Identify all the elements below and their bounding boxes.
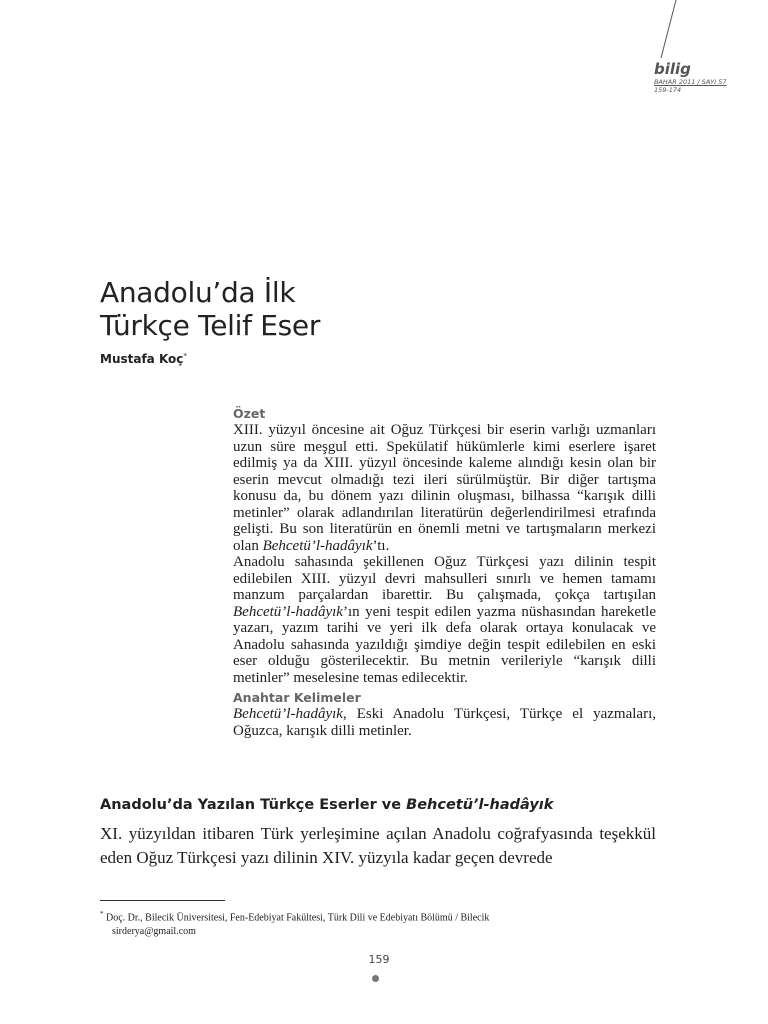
abstract-paragraph-1: XIII. yüzyıl öncesine ait Oğuz Türkçesi bir eserin varlığı uzmanları uzun süre meşgul etti. Spekülatif hükümlerle kimi eserlere işaret edilmiş ya da XIII. yüzyıl öncesinde kaleme alındığı kesin olan bir eserin mevcut olmadığı tezi ileri sürülmüştür. Bir diğer tartışma konusu da, bu dönem yazı dilinin oluşması, bilhassa “karışık dilli metinler” olarak adlandırılan literatürün değerlendirilmesi etrafında gelişti. Bu son literatürün en önemli metni ve tartışmaların merkezi olan Behcetü’l-hadâyık’tı. — [233, 422, 656, 554]
title-line-2: Türkçe Telif Eser — [100, 309, 321, 342]
footnote-affiliation: Doç. Dr., Bilecik Üniversitesi, Fen-Edebiyat Fakültesi, Türk Dili ve Edebiyatı Bölümü / Bilecik — [106, 912, 490, 924]
author-footnote-mark[interactable]: * — [183, 352, 187, 360]
footnote-divider — [100, 900, 225, 901]
page-dot-ornament — [372, 975, 379, 982]
abstract-paragraph-2: Anadolu sahasında şekillenen Oğuz Türkçesi yazı dilinin tespit edilebilen XIII. yüzyıl devri mahsulleri sınırlı ve hemen tamamı manzum parçalardan ibarettir. Bu çalışmada, çokça tartışılan Behcetü’l-hadâyık’ın yeni tespit edilen yazma nüshasından hareketle yazarı, yazım tarihi ve yeri ilk defa olarak ortaya konulacak ve Anadolu sahasında yazıldığı şimdiye değin tespit edilebilen en eski eser olduğu gösterilecektir. Bu metnin verileriyle “karışık dilli metinler” meselesine temas edilecektir. — [233, 554, 656, 686]
author-name: Mustafa Koç — [100, 352, 184, 366]
footnote-mark: * — [100, 910, 104, 918]
body-paragraph: XI. yüzyıldan itibaren Türk yerleşimine açılan Anadolu coğrafyasında teşekkül eden Oğuz Türkçesi yazı dilinin XIV. yüzyıla kadar geçen devrede — [100, 824, 656, 867]
keywords-label: Anahtar Kelimeler — [233, 690, 361, 705]
footnote — [100, 907, 570, 939]
title-line-1: Anadolu’da İlk — [100, 276, 296, 309]
journal-header — [654, 60, 764, 94]
section-heading: Anadolu’da Yazılan Türkçe Eserler ve Behcetü’l-hadâyık — [100, 797, 554, 813]
author — [100, 352, 187, 366]
abstract-block — [233, 406, 656, 739]
page-number: 159 — [368, 953, 390, 966]
journal-name: bilig — [654, 60, 691, 78]
journal-issue: BAHAR 2011 / SAYI 57 — [654, 78, 727, 86]
keywords-text: Behcetü’l-hadâyık, Eski Anadolu Türkçesi, Türkçe el yazmaları, Oğuzca, karışık dilli metinler. — [233, 706, 656, 739]
article-title — [100, 276, 320, 342]
journal-pages: 159-174 — [654, 86, 682, 94]
abstract-label: Özet — [233, 406, 266, 421]
footnote-email[interactable]: sirderya@gmail.com — [112, 926, 196, 938]
header-decoration-line — [0, 0, 768, 80]
